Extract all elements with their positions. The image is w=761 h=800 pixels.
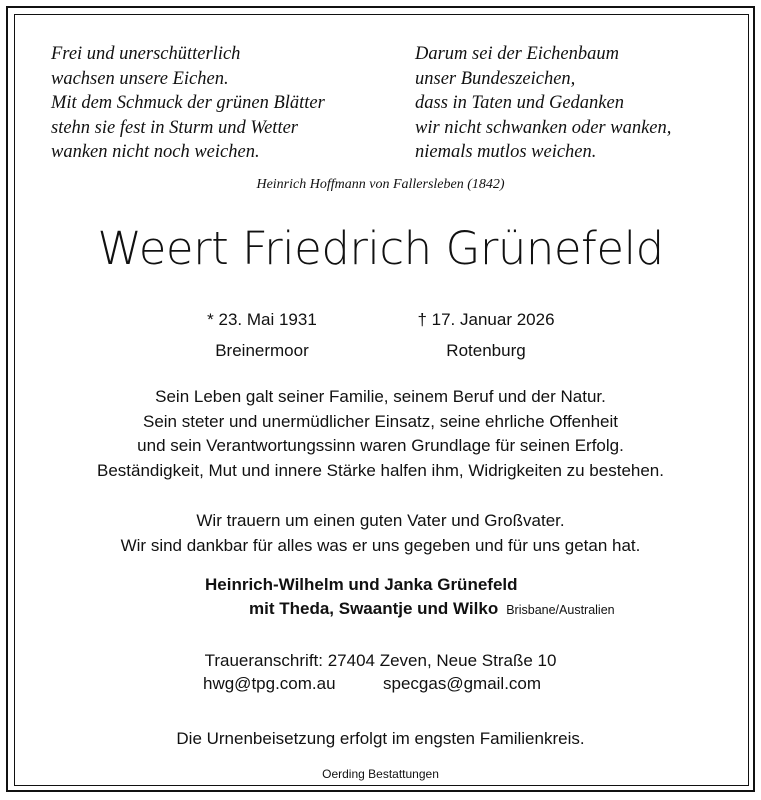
mourning-paragraph [0,509,761,558]
poem-right-stanza [415,42,671,165]
tribute-line: und sein Verantwortungssinn waren Grundlage für seinen Erfolg. [137,436,624,455]
tribute-line: Sein Leben galt seiner Familie, seinem Beruf und der Natur. [155,387,606,406]
poem-line: wir nicht schwanken oder wanken, [415,117,672,138]
birth-date: * 23. Mai 1931 [207,310,317,329]
tribute-paragraph [0,385,761,483]
poem-left-stanza [51,42,325,165]
birth-info [162,304,362,366]
burial-note: Die Urnenbeisetzung erfolgt im engsten Familienkreis. [176,729,585,748]
mourning-line: Wir trauern um einen guten Vater und Großvater. [196,511,565,530]
death-info [386,304,586,366]
poem-line: wanken nicht noch weichen. [51,142,260,162]
family-location: Brisbane/Australien [506,603,615,617]
poem-line: niemals mutlos weichen. [415,142,597,162]
poem-line: stehn sie fest in Sturm und Wetter [51,117,298,138]
poem-line: unser Bundeszeichen, [415,68,576,89]
tribute-line: Sein steter und unermüdlicher Einsatz, seine ehrliche Offenheit [142,411,618,431]
mourning-line: Wir sind dankbar für alles was er uns gegeben und für uns getan hat. [120,535,641,555]
poem-line: Frei und unerschütterlich [51,44,241,64]
family-children: mit Theda, Swaantje und Wilko [249,599,499,618]
birth-place: Breinermoor [215,341,309,360]
undertaker-name: Oerding Bestattungen [322,767,439,781]
tribute-line: Beständigkeit, Mut und innere Stärke halfen ihm, Widrigkeiten zu bestehen. [97,460,664,480]
mourning-address: Traueranschrift: 27404 Zeven, Neue Straße 10 [204,651,557,670]
poem-attribution: Heinrich Hoffmann von Fallersleben (1842) [256,177,505,192]
poem-line: wachsen unsere Eichen. [51,68,229,89]
email-link[interactable]: hwg@tpg.com.au [203,674,336,693]
poem-line: Darum sei der Eichenbaum [415,44,619,64]
email-link[interactable]: specgas@gmail.com [383,674,542,693]
family-line-1: Heinrich-Wilhelm und Janka Grünefeld [205,575,518,594]
deceased-name: Weert Friedrich Grünefeld [97,222,664,275]
death-place: Rotenburg [446,341,526,360]
poem-line: Mit dem Schmuck der grünen Blätter [51,93,325,113]
death-date: † 17. Januar 2026 [417,310,555,329]
poem-line: dass in Taten und Gedanken [415,93,624,113]
family-line-2 [249,597,615,622]
